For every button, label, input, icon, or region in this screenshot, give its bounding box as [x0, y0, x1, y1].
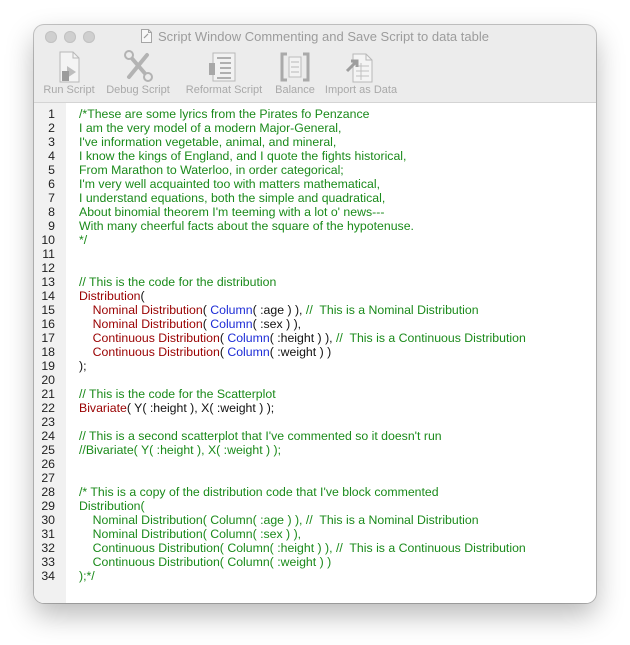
code-line[interactable] [34, 177, 596, 191]
code-token: ( :sex ) ), [252, 317, 302, 331]
code-text [79, 485, 439, 499]
debug-script-button[interactable] [101, 49, 175, 101]
line-number: 18 [41, 345, 55, 359]
code-token: With many cheerful facts about the square of the hypotenuse. [79, 219, 414, 233]
run-script-button[interactable] [39, 49, 99, 101]
window-title: Script Window Commenting and Save Script to data table [158, 29, 489, 44]
code-token: Nominal Distribution [92, 303, 203, 317]
code-text [79, 177, 380, 191]
code-token: // This is a Continuous Distribution [336, 331, 526, 345]
line-number: 16 [41, 317, 55, 331]
code-token: /* This is a copy of the distribution code that I've block commented [79, 485, 439, 499]
line-number: 6 [48, 177, 55, 191]
line-number: 33 [41, 555, 55, 569]
code-line[interactable] [34, 499, 596, 513]
code-text [79, 569, 95, 583]
code-token: // This is a second scatterplot that I've commented so it doesn't run [79, 429, 442, 443]
script-document-icon [141, 29, 152, 43]
import-as-data-button[interactable] [321, 49, 401, 101]
code-token: Distribution [79, 289, 141, 303]
code-line[interactable] [34, 317, 596, 331]
code-line[interactable] [34, 191, 596, 205]
code-token: About binomial theorem I'm teeming with a lot o' news--- [79, 205, 385, 219]
line-number: 13 [41, 275, 55, 289]
code-token: ( [140, 289, 145, 303]
line-number: 7 [48, 191, 55, 205]
line-number: 1 [48, 107, 55, 121]
code-line[interactable] [34, 163, 596, 177]
code-line[interactable] [34, 541, 596, 555]
code-text [79, 275, 276, 289]
code-line[interactable] [34, 401, 596, 415]
code-token: Continuous Distribution( Column( :weight ) ) [79, 555, 332, 569]
code-token [79, 317, 93, 331]
line-number: 8 [48, 205, 55, 219]
code-token: Column [227, 345, 270, 359]
line-number: 17 [41, 331, 55, 345]
title-bar[interactable] [34, 25, 596, 49]
code-text [79, 149, 406, 163]
code-line[interactable] [34, 569, 596, 583]
code-text [79, 443, 281, 457]
code-token: Distribution( [79, 499, 145, 513]
code-text [79, 205, 384, 219]
code-text [79, 331, 526, 345]
code-token: I know the kings of England, and I quote the fights historical, [79, 149, 407, 163]
code-token: ( [202, 317, 211, 331]
import-as-data-icon [344, 49, 378, 85]
line-number: 25 [41, 443, 55, 457]
code-token: // This is a Nominal Distribution [305, 303, 479, 317]
code-token: ( [219, 331, 228, 345]
code-token: Continuous Distribution( Column( :height ) ), // This is a Continuous Distribution [79, 541, 526, 555]
debug-script-label: Debug Script [106, 84, 170, 96]
code-text [79, 135, 336, 149]
code-token: // This is the code for the distribution [79, 275, 277, 289]
code-token: Nominal Distribution [92, 317, 203, 331]
code-token: I've information vegetable, animal, and mineral, [79, 135, 337, 149]
code-line[interactable] [34, 429, 596, 443]
code-line[interactable] [34, 275, 596, 289]
toolbar [34, 49, 596, 101]
line-number: 30 [41, 513, 55, 527]
line-number: 10 [41, 233, 55, 247]
code-text [79, 233, 87, 247]
code-token: ( [219, 345, 228, 359]
code-line[interactable] [34, 415, 596, 429]
code-line[interactable] [34, 555, 596, 569]
code-token: );*/ [79, 569, 95, 583]
code-token: ( :height ) ), [269, 331, 336, 345]
code-token: I'm very well acquainted too with matters mathematical, [79, 177, 381, 191]
code-token: ( :weight ) ) [269, 345, 332, 359]
code-token: Bivariate [79, 401, 127, 415]
line-number: 28 [41, 485, 55, 499]
code-line[interactable] [34, 289, 596, 303]
balance-button[interactable] [272, 49, 318, 101]
script-window [34, 25, 596, 603]
code-line[interactable] [34, 471, 596, 485]
line-number: 9 [48, 219, 55, 233]
code-text [79, 359, 87, 373]
import-as-data-label: Import as Data [324, 84, 398, 96]
code-text [79, 121, 341, 135]
line-number: 11 [42, 247, 55, 261]
code-line[interactable] [34, 121, 596, 135]
code-line[interactable] [34, 331, 596, 345]
code-text [79, 317, 301, 331]
code-text [79, 429, 442, 443]
debug-script-icon [121, 49, 155, 85]
line-number: 29 [41, 499, 55, 513]
code-line[interactable] [34, 359, 596, 373]
code-line[interactable] [34, 303, 596, 317]
code-text [79, 219, 414, 233]
code-text [79, 513, 479, 527]
code-token: // This is the code for the Scatterplot [79, 387, 276, 401]
code-token: */ [79, 233, 88, 247]
code-token: Nominal Distribution( Column( :age ) ), // This is a Nominal Distribution [79, 513, 479, 527]
line-number: 22 [41, 401, 55, 415]
balance-brackets-icon [278, 49, 312, 85]
line-number: 14 [41, 289, 55, 303]
run-script-icon [53, 49, 85, 85]
line-number: 19 [41, 359, 55, 373]
code-line[interactable] [34, 387, 596, 401]
line-number: 4 [48, 149, 55, 163]
code-line[interactable] [34, 443, 596, 457]
line-number: 23 [41, 415, 55, 429]
code-text [79, 191, 385, 205]
code-line[interactable] [34, 219, 596, 233]
code-token [79, 331, 93, 345]
code-token: //Bivariate( Y( :height ), X( :weight ) ); [79, 443, 282, 457]
code-token: ( [202, 303, 211, 317]
reformat-script-icon [207, 49, 241, 85]
code-text [79, 541, 526, 555]
line-number: 26 [41, 457, 55, 471]
line-number: 32 [41, 541, 55, 555]
code-token: Continuous Distribution [92, 345, 220, 359]
line-number: 21 [41, 387, 55, 401]
code-line[interactable] [34, 233, 596, 247]
code-text [79, 289, 145, 303]
code-line[interactable] [34, 485, 596, 499]
code-token: I understand equations, both the simple and quadratical, [79, 191, 386, 205]
code-text [79, 163, 344, 177]
code-token: ( Y( :height ), X( :weight ) ); [126, 401, 275, 415]
code-text [79, 499, 145, 513]
code-line[interactable] [34, 345, 596, 359]
line-number: 15 [41, 303, 55, 317]
line-number: 27 [41, 471, 55, 485]
line-number: 3 [48, 135, 55, 149]
code-token: ( :age ) ), [252, 303, 306, 317]
code-token: I am the very model of a modern Major-General, [79, 121, 342, 135]
reformat-script-label: Reformat Script [185, 84, 263, 96]
code-text [79, 527, 301, 541]
code-token: Column [210, 317, 253, 331]
code-token: Nominal Distribution( Column( :sex ) ), [79, 527, 302, 541]
code-text [79, 387, 276, 401]
code-text [79, 303, 479, 317]
code-token: From Marathon to Waterloo, in order categorical; [79, 163, 344, 177]
code-token [79, 345, 93, 359]
code-line[interactable] [34, 247, 596, 261]
line-number: 2 [48, 121, 55, 135]
line-number: 34 [41, 569, 55, 583]
code-line[interactable] [34, 513, 596, 527]
line-number: 31 [41, 527, 55, 541]
line-number: 24 [41, 429, 55, 443]
code-token: Column [227, 331, 270, 345]
script-editor[interactable] [34, 102, 596, 603]
code-token: /*These are some lyrics from the Pirates fo Penzance [79, 107, 370, 121]
line-number: 20 [41, 373, 55, 387]
line-number: 5 [48, 163, 55, 177]
code-line[interactable] [34, 205, 596, 219]
window-title-area [34, 29, 596, 44]
code-text [79, 401, 274, 415]
code-line[interactable] [34, 107, 596, 121]
code-token: Continuous Distribution [92, 331, 220, 345]
code-lines [34, 107, 596, 583]
balance-label: Balance [275, 84, 315, 96]
code-token: Column [210, 303, 253, 317]
run-script-label: Run Script [43, 84, 95, 96]
code-text [79, 345, 331, 359]
code-line[interactable] [34, 373, 596, 387]
code-line[interactable] [34, 527, 596, 541]
code-token: ); [79, 359, 87, 373]
code-line[interactable] [34, 261, 596, 275]
code-token [79, 303, 93, 317]
code-line[interactable] [34, 135, 596, 149]
code-line[interactable] [34, 149, 596, 163]
code-text [79, 107, 369, 121]
line-number: 12 [41, 261, 55, 275]
code-line[interactable] [34, 457, 596, 471]
code-text [79, 555, 331, 569]
reformat-script-button[interactable] [178, 49, 270, 101]
